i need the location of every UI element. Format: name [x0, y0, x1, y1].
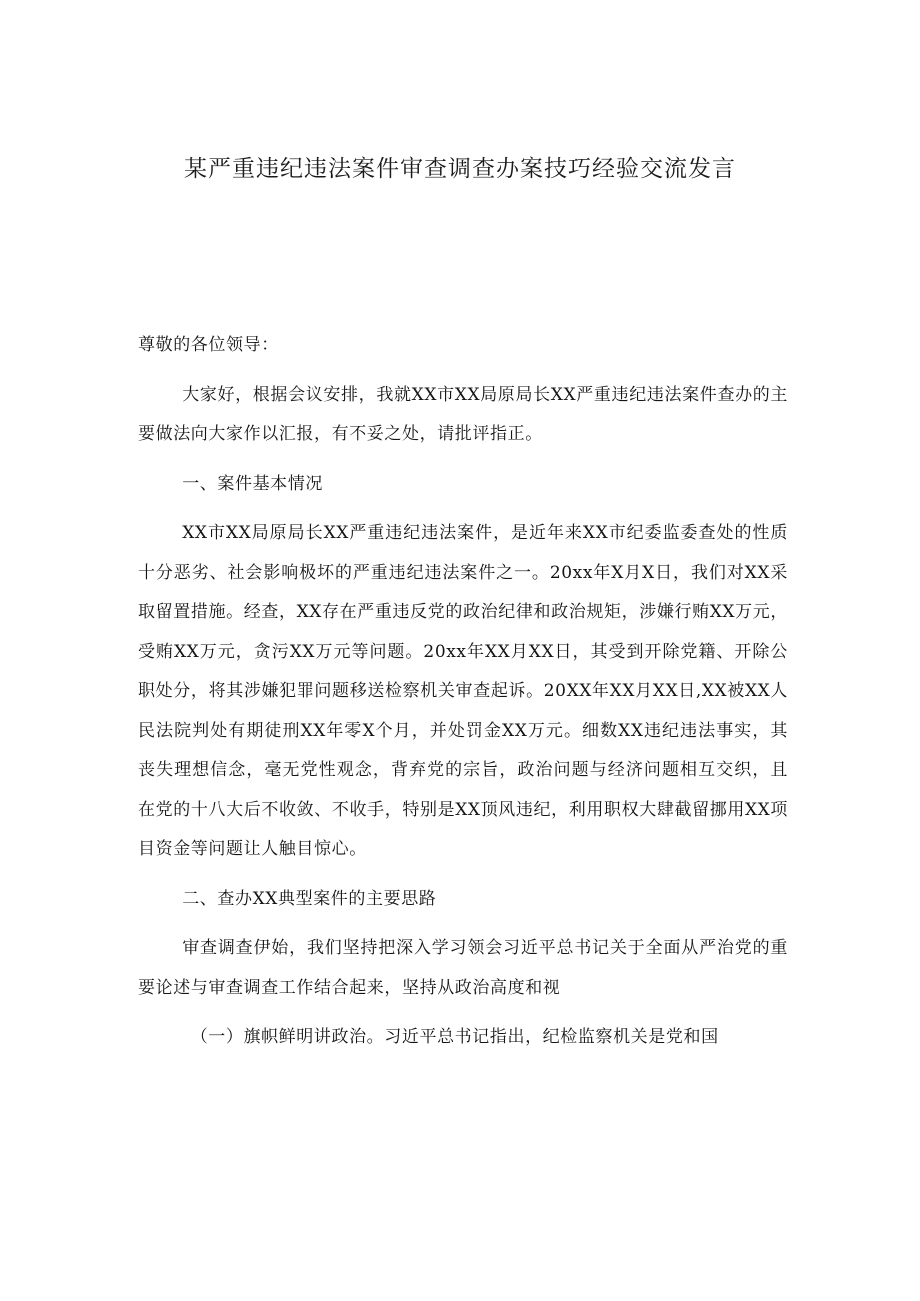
section-heading-2: 二、查办XX典型案件的主要思路: [182, 888, 437, 909]
paragraph-approach: 审查调查伊始，我们坚持把深入学习领会习近平总书记关于全面从严治党的重要论述与审查调查工作结合起来，坚持从政治高度和视: [138, 938, 788, 998]
paragraph-case-overview: XX市XX局原局长XX严重违纪违法案件，是近年来XX市纪委监委查处的性质十分恶劣、社会影响极坏的严重违纪违法案件之一。20xx年X月X日，我们对XX采取留置措施。经查，XX存在严重违反党的政治纪律和政治规矩，涉嫌行贿XX万元，受贿XX万元，贪污XX万元等问题。20xx年XX月XX日，其受到开除党籍、开除公职处分，将其涉嫌犯罪问题移送检察机关审查起诉。20XX年XX月XX日,XX被XX人民法院判处有期徒刑XX年零X个月，并处罚金XX万元。细数XX违纪违法事实，其丧失理想信念，毫无党性观念，背弃党的宗旨，政治问题与经济问题相互交织，且在党的十八大后不收敛、不收手，特别是XX顶风违纪，利用职权大肆截留挪用XX项目资金等问题让人触目惊心。: [138, 523, 788, 859]
paragraph-intro: 大家好，根据会议安排，我就XX市XX局原局长XX严重违纪违法案件查办的主要做法向大家作以汇报，有不妥之处，请批评指正。: [138, 384, 788, 444]
section-heading-1: 一、案件基本情况: [182, 473, 323, 494]
salutation: 尊敬的各位领导：: [138, 335, 279, 355]
document-title: 某严重违纪违法案件审查调查办案技巧经验交流发言: [184, 156, 736, 182]
document-body: [138, 326, 788, 1068]
subsection-heading-1: （一）旗帜鲜明讲政治。习近平总书记指出，纪检监察机关是党和国: [190, 1027, 719, 1047]
